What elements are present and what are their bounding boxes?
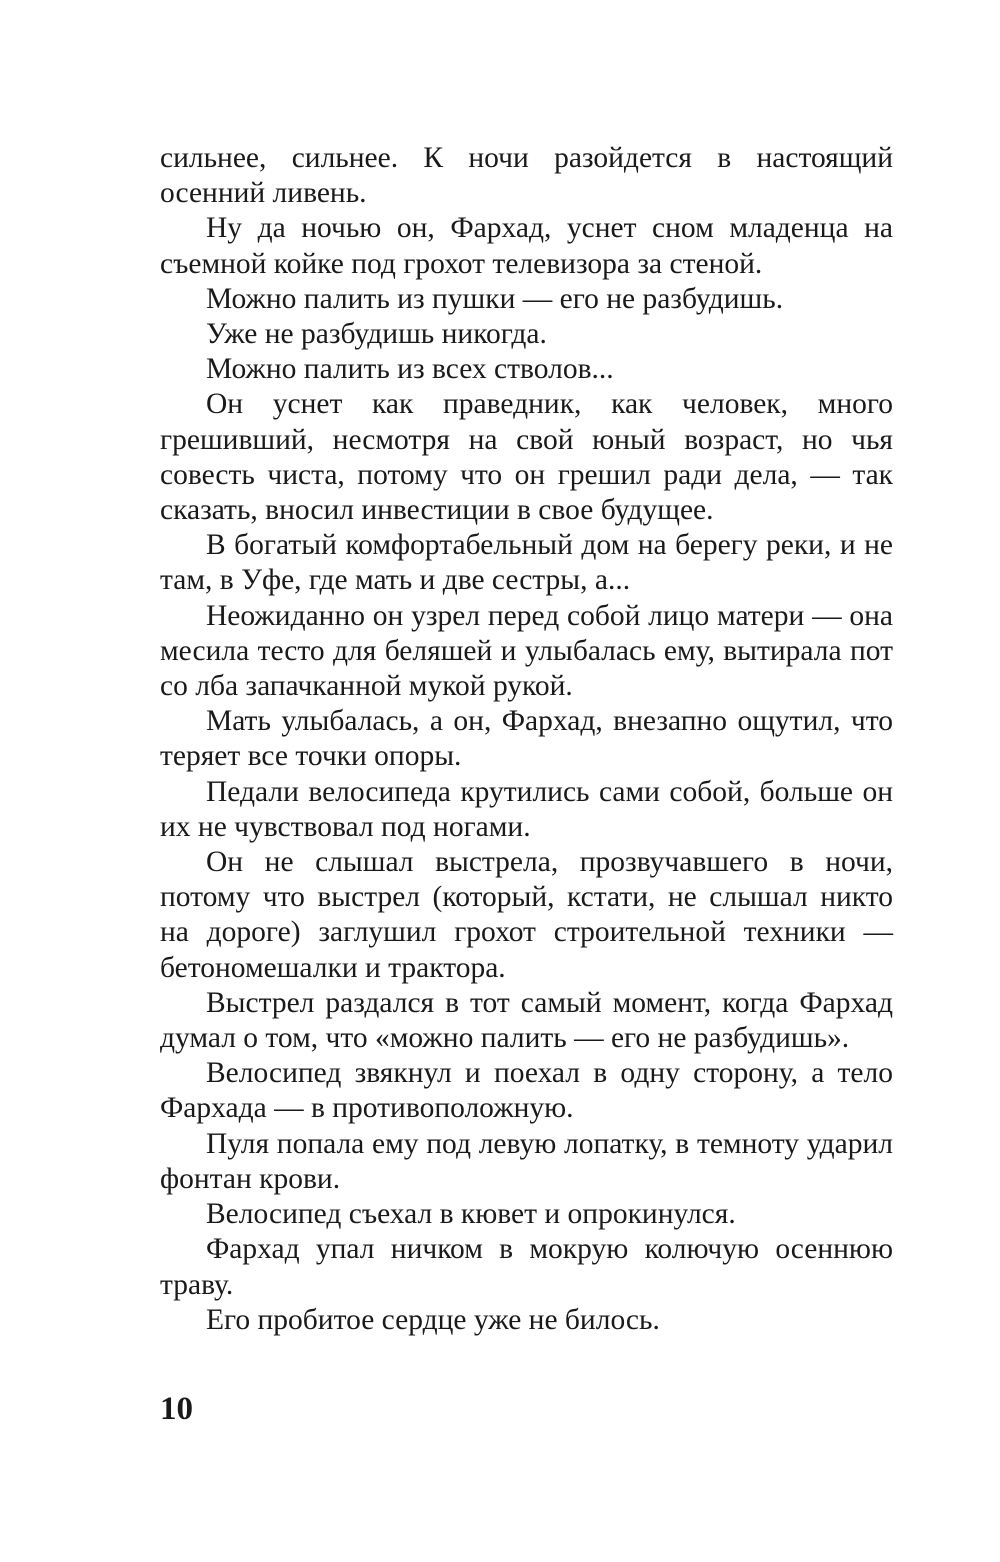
paragraph-8: Неожиданно он узрел перед собой лицо матери — она месила тесто для беляшей и улыбалась ему, вытирала пот со лба запачканной мукой рукой. [160, 599, 893, 703]
paragraph-7: В богатый комфортабельный дом на берегу реки, и не там, в Уфе, где мать и две сестры, а... [160, 529, 893, 597]
paragraph-14: Пуля попала ему под левую лопатку, в темноту ударил фонтан крови. [160, 1127, 893, 1195]
body-text [160, 141, 893, 1338]
paragraph-5: Можно палить из всех стволов... [206, 353, 614, 386]
paragraph-16: Фархад упал ничком в мокрую колючую осеннюю траву. [160, 1233, 893, 1301]
paragraph-3: Можно палить из пушки — его не разбудишь. [206, 282, 784, 315]
paragraph-4: Уже не разбудишь никогда. [206, 318, 547, 351]
paragraph-17: Его пробитое сердце уже не билось. [206, 1303, 660, 1336]
paragraph-2: Ну да ночью он, Фархад, уснет сном младенца на съемной койке под грохот телевизора за стеной. [160, 212, 893, 280]
paragraph-15: Велосипед съехал в кювет и опрокинулся. [206, 1198, 736, 1231]
paragraph-10: Педали велосипеда крутились сами собой, больше он их не чувствовал под ногами. [160, 775, 893, 843]
paragraph-12: Выстрел раздался в тот самый момент, когда Фархад думал о том, что «можно палить — его не разбудишь». [160, 986, 893, 1055]
paragraph-13: Велосипед звякнул и поехал в одну сторону, а тело Фархада — в противоположную. [160, 1057, 893, 1125]
paragraph-6: Он уснет как праведник, как человек, много грешивший, несмотря на свой юный возраст, но чья совесть чиста, потому что он грешил ради дела, — так сказать, вносил инвестиции в свое будущее. [160, 388, 893, 527]
paragraph-11: Он не слышал выстрела, прозвучавшего в ночи, потому что выстрел (который, кстати, не слышал никто на дороге) заглушил грохот строительной техники — бетономешалки и трактора. [160, 846, 893, 984]
page-number: 10 [160, 1391, 193, 1427]
paragraph-1: сильнее, сильнее. К ночи разойдется в настоящий осенний ливень. [160, 142, 893, 210]
paragraph-9: Мать улыбалась, а он, Фархад, внезапно ощутил, что теряет все точки опоры. [160, 705, 893, 773]
